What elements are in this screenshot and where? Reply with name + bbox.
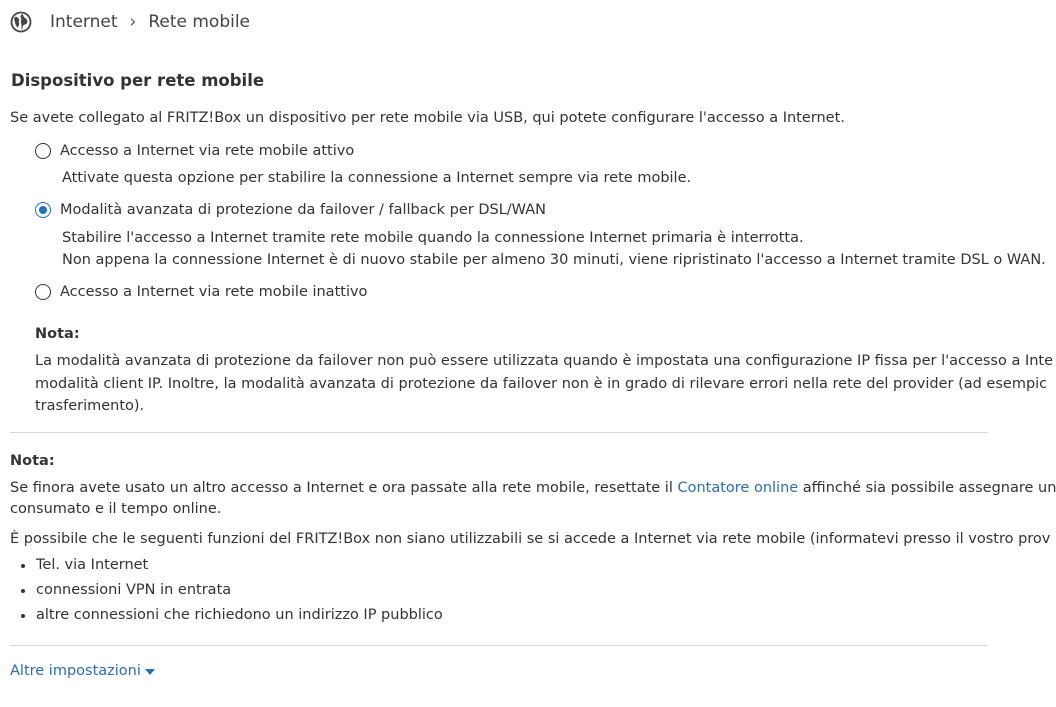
bullet-marker bbox=[21, 589, 25, 593]
section-intro: Se avete collegato al FRITZ!Box un dispositivo per rete mobile via USB, qui potete configurare l'accesso a Internet. bbox=[10, 110, 845, 126]
option-desc-failover-2: Non appena la connessione Internet è di nuovo stabile per almeno 30 minuti, viene ripristinato l'accesso a Internet tramite DSL o WAN. bbox=[62, 252, 1046, 268]
option-desc-failover-1: Stabilire l'accesso a Internet tramite rete mobile quando la connessione Internet primaria è interrotta. bbox=[62, 230, 804, 246]
breadcrumb-current: Rete mobile bbox=[148, 12, 251, 32]
more-settings-link[interactable] bbox=[10, 663, 155, 679]
note2-line-1-after: affinché sia possibile assegnare un bbox=[798, 480, 1056, 496]
online-counter-link[interactable]: Contatore online bbox=[677, 480, 799, 496]
breadcrumb-separator: › bbox=[129, 12, 137, 32]
radio-failover[interactable] bbox=[35, 202, 51, 218]
list-item: Tel. via Internet bbox=[36, 557, 149, 573]
breadcrumb bbox=[10, 9, 250, 35]
breadcrumb-root[interactable]: Internet bbox=[50, 12, 118, 32]
more-settings-label[interactable]: Altre impostazioni bbox=[10, 663, 141, 679]
option-label-mobile-inactive[interactable]: Accesso a Internet via rete mobile inattivo bbox=[60, 284, 368, 300]
note2-line-1-before: Se finora avete usato un altro accesso a Internet e ora passate alla rete mobile, resettate il bbox=[10, 480, 678, 496]
radio-mobile-active[interactable] bbox=[35, 143, 51, 159]
bullet-marker bbox=[21, 564, 25, 568]
note2-line-1 bbox=[10, 478, 1056, 498]
section-title: Dispositivo per rete mobile bbox=[11, 71, 265, 90]
list-item: connessioni VPN in entrata bbox=[36, 582, 232, 598]
radio-mobile-inactive[interactable] bbox=[35, 284, 51, 300]
bullet-marker bbox=[21, 614, 25, 618]
option-label-mobile-active[interactable]: Accesso a Internet via rete mobile attivo bbox=[60, 143, 355, 159]
option-desc-mobile-active: Attivate questa opzione per stabilire la connessione a Internet sempre via rete mobile. bbox=[62, 170, 692, 186]
option-label-failover[interactable]: Modalità avanzata di protezione da failover / fallback per DSL/WAN bbox=[60, 202, 546, 218]
note2-line-2: consumato e il tempo online. bbox=[10, 501, 222, 517]
divider-1 bbox=[10, 432, 988, 433]
note2-line-3: È possibile che le seguenti funzioni del FRITZ!Box non siano utilizzabili se si accede a Internet via rete mobile (informatevi presso il vostro prov bbox=[10, 531, 1051, 547]
divider-2 bbox=[10, 645, 988, 646]
note1-line-2: modalità client IP. Inoltre, la modalità avanzata di protezione da failover non è in grado di rilevare errori nella rete del provider (ad esempic bbox=[35, 376, 1048, 392]
globe-icon bbox=[10, 11, 32, 33]
caret-down-icon[interactable] bbox=[145, 669, 155, 675]
note1-line-3: trasferimento). bbox=[35, 398, 145, 414]
note1-title: Nota: bbox=[35, 326, 80, 342]
note2-title: Nota: bbox=[10, 453, 55, 469]
list-item: altre connessioni che richiedono un indirizzo IP pubblico bbox=[36, 607, 443, 623]
note1-line-1: La modalità avanzata di protezione da failover non può essere utilizzata quando è impostata una configurazione IP fissa per l'accesso a Inte bbox=[35, 353, 1054, 369]
